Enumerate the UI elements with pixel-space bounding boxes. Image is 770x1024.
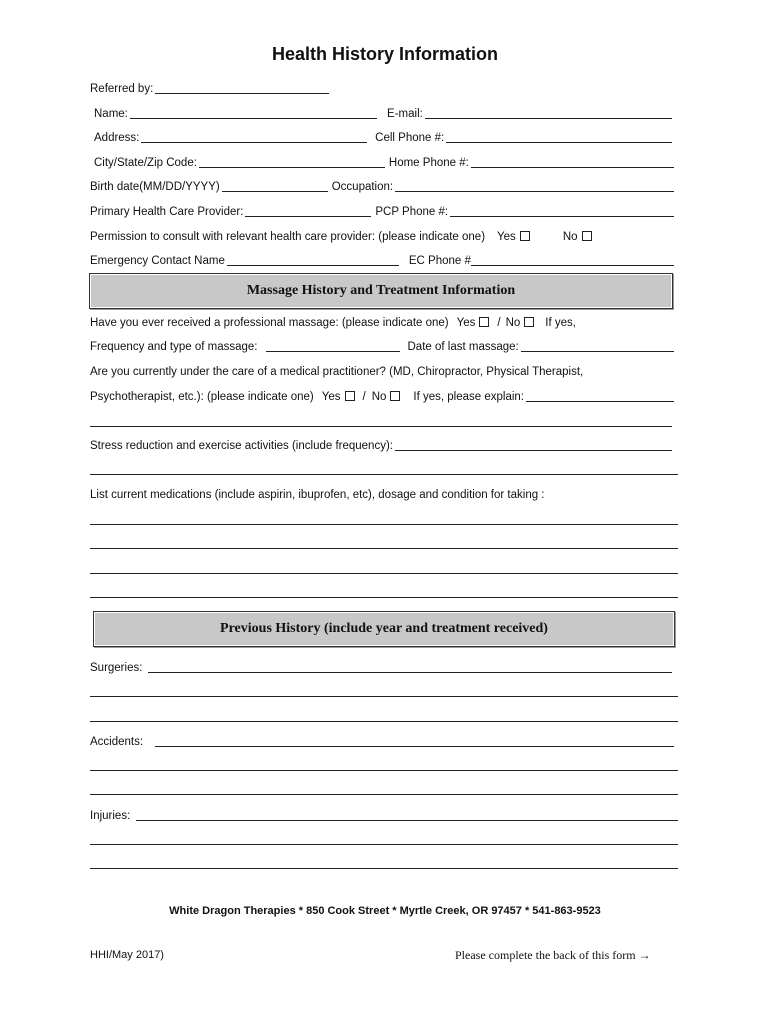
cell-phone-label: Cell Phone #: bbox=[375, 132, 445, 144]
medications-line-1[interactable] bbox=[90, 524, 678, 525]
medications-line-2[interactable] bbox=[90, 548, 678, 549]
practitioner-q-row-1 bbox=[90, 363, 678, 379]
occupation-field[interactable] bbox=[395, 179, 674, 192]
medications-line-4[interactable] bbox=[90, 597, 678, 598]
birth-date-label: Birth date(MM/DD/YYYY) bbox=[90, 181, 220, 193]
pcp-phone-field[interactable] bbox=[450, 204, 674, 217]
surgeries-label: Surgeries: bbox=[90, 662, 143, 674]
medications-line-3[interactable] bbox=[90, 573, 678, 574]
massage-if-yes-label: If yes, bbox=[545, 317, 576, 329]
injuries-line-2[interactable] bbox=[90, 844, 678, 845]
frequency-label: Frequency and type of massage: bbox=[90, 341, 258, 353]
injuries-field[interactable] bbox=[136, 808, 678, 821]
permission-yes-label: Yes bbox=[497, 231, 516, 243]
occupation-label: Occupation: bbox=[331, 181, 394, 193]
referred-by-row bbox=[90, 80, 678, 96]
medications-label: List current medications (include aspirin, ibuprofen, etc), dosage and condition for taking : bbox=[90, 489, 545, 501]
address-label: Address: bbox=[94, 132, 140, 144]
practitioner-yes-checkbox[interactable] bbox=[345, 391, 355, 401]
primary-provider-field[interactable] bbox=[245, 204, 371, 217]
emergency-contact-label: Emergency Contact Name bbox=[90, 255, 225, 267]
practitioner-no-checkbox[interactable] bbox=[390, 391, 400, 401]
cell-phone-field[interactable] bbox=[446, 130, 672, 143]
previous-history-header: Previous History (include year and treatment received) bbox=[93, 611, 675, 647]
referred-by-field[interactable] bbox=[155, 81, 329, 94]
accidents-row bbox=[90, 733, 678, 749]
business-address: White Dragon Therapies * 850 Cook Street * Myrtle Creek, OR 97457 * 541-863-9523 bbox=[169, 905, 601, 917]
permission-no-label: No bbox=[562, 231, 578, 243]
last-massage-field[interactable] bbox=[521, 339, 674, 352]
frequency-row bbox=[90, 338, 678, 354]
injuries-row bbox=[90, 807, 678, 823]
name-field[interactable] bbox=[130, 106, 377, 119]
surgeries-line-2[interactable] bbox=[90, 696, 678, 697]
birth-occupation-row bbox=[90, 178, 678, 194]
stress-label: Stress reduction and exercise activities (include frequency): bbox=[90, 440, 393, 452]
accidents-line-3[interactable] bbox=[90, 794, 678, 795]
practitioner-explain-label: If yes, please explain: bbox=[413, 391, 524, 403]
permission-no-checkbox[interactable] bbox=[582, 231, 592, 241]
address-field[interactable] bbox=[141, 130, 367, 143]
permission-yes-checkbox[interactable] bbox=[520, 231, 530, 241]
home-phone-label: Home Phone #: bbox=[388, 157, 469, 169]
stress-row bbox=[90, 437, 678, 453]
email-label: E-mail: bbox=[387, 108, 423, 120]
page-title: Health History Information bbox=[271, 44, 499, 64]
pcp-phone-label: PCP Phone #: bbox=[375, 206, 449, 218]
referred-by-label: Referred by: bbox=[90, 83, 154, 95]
practitioner-explain-field[interactable] bbox=[526, 389, 674, 402]
permission-row bbox=[90, 228, 678, 244]
massage-yes-checkbox[interactable] bbox=[479, 317, 489, 327]
stress-field[interactable] bbox=[395, 438, 672, 451]
address-cell-row bbox=[90, 129, 678, 145]
name-email-row bbox=[90, 105, 678, 121]
accidents-label: Accidents: bbox=[90, 736, 144, 748]
email-field[interactable] bbox=[425, 106, 672, 119]
city-home-row bbox=[90, 154, 678, 170]
practitioner-no-label: No bbox=[371, 391, 387, 403]
practitioner-explain-line-2[interactable] bbox=[90, 426, 672, 427]
stress-line-2[interactable] bbox=[90, 474, 678, 475]
massage-q1-label: Have you ever received a professional massage: (please indicate one) bbox=[90, 317, 449, 329]
surgeries-field[interactable] bbox=[148, 660, 672, 673]
practitioner-q-line1: Are you currently under the care of a medical practitioner? (MD, Chiropractor, Physical Therapist, bbox=[90, 366, 584, 378]
practitioner-yes-label: Yes bbox=[321, 391, 341, 403]
massage-q1-row bbox=[90, 314, 678, 330]
last-massage-label: Date of last massage: bbox=[407, 341, 519, 353]
surgeries-line-3[interactable] bbox=[90, 721, 678, 722]
emergency-contact-field[interactable] bbox=[227, 253, 399, 266]
birth-date-field[interactable] bbox=[222, 179, 328, 192]
ec-phone-label: EC Phone # bbox=[408, 255, 471, 267]
provider-pcp-row bbox=[90, 203, 678, 219]
ec-phone-field[interactable] bbox=[471, 253, 674, 266]
accidents-field[interactable] bbox=[155, 734, 674, 747]
practitioner-q-line2: Psychotherapist, etc.): (please indicate one) bbox=[90, 391, 314, 403]
accidents-line-2[interactable] bbox=[90, 770, 678, 771]
city-state-zip-field[interactable] bbox=[199, 155, 385, 168]
frequency-field[interactable] bbox=[266, 339, 400, 352]
medications-row bbox=[90, 486, 678, 502]
surgeries-row bbox=[90, 659, 678, 675]
home-phone-field[interactable] bbox=[471, 155, 674, 168]
injuries-line-3[interactable] bbox=[90, 868, 678, 869]
city-state-zip-label: City/State/Zip Code: bbox=[94, 157, 197, 169]
massage-section-header: Massage History and Treatment Information bbox=[89, 273, 673, 309]
practitioner-q-row-2 bbox=[90, 388, 678, 404]
massage-yes-label: Yes bbox=[456, 317, 476, 329]
permission-label: Permission to consult with relevant health care provider: (please indicate one) bbox=[90, 231, 486, 243]
form-id: HHI/May 2017) bbox=[90, 949, 164, 961]
practitioner-slash: / bbox=[362, 391, 366, 403]
massage-no-label: No bbox=[505, 317, 521, 329]
primary-provider-label: Primary Health Care Provider: bbox=[90, 206, 244, 218]
emergency-row bbox=[90, 252, 678, 268]
injuries-label: Injuries: bbox=[90, 810, 131, 822]
name-label: Name: bbox=[94, 108, 128, 120]
back-of-form-note: Please complete the back of this form → bbox=[455, 948, 651, 962]
massage-slash: / bbox=[497, 317, 501, 329]
massage-no-checkbox[interactable] bbox=[524, 317, 534, 327]
